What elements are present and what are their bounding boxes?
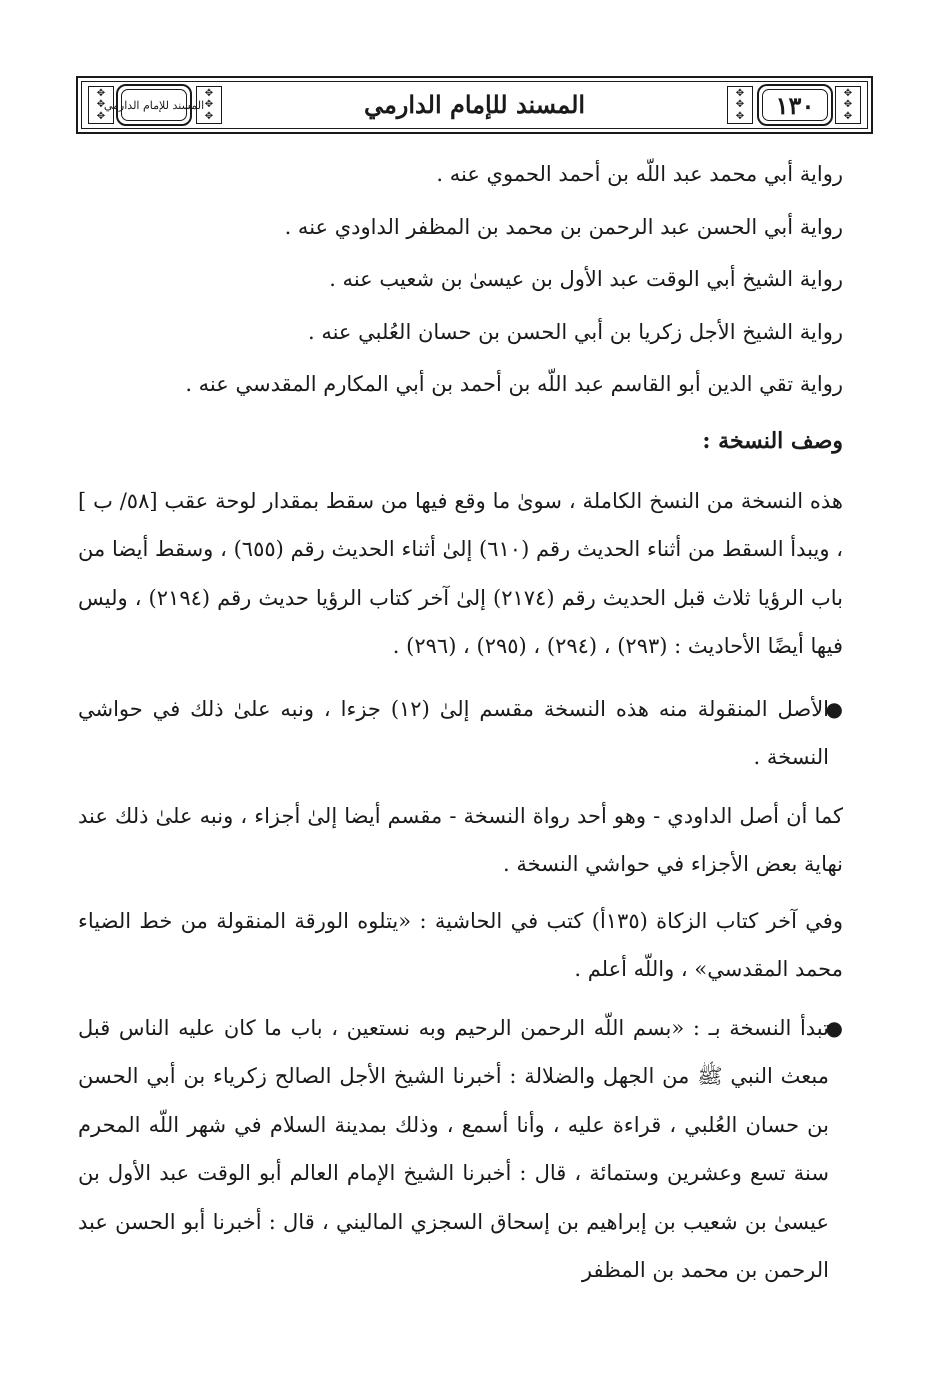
seal-text: المسند للإمام الدارمي: [103, 98, 205, 112]
manuscript-description-paragraph: [78, 477, 843, 671]
page-number: ١٣٠: [775, 90, 815, 120]
section-heading: وصف النسخة :: [702, 427, 843, 454]
page-body: [78, 148, 843, 1295]
ornament-icon: ✥ ✥ ✥: [196, 86, 222, 124]
paragraph-text: تبدأ النسخة بـ : «بسم اللّه الرحمن الرحيم وبه نستعين ، باب ما كان عليه الناس قبل مبعث النبي ﷺ من الجهل والضلالة : أخبرنا الشيخ الأجل الصالح زكرياء بن أبي الحسن بن حسان العُلبي ، قراءة عليه ، وأنا أسمع ، وذلك بمدينة السلام في شهر اللّه المحرم سنة تسع وعشرين وستمائة ، قال : أخبرنا الشيخ الإمام العالم أبو الوقت عبد الأول بن عيسىٰ بن شعيب بن إبراهيم بن إسحاق السجزي الماليني ، قال : أخبرنا أبو الحسن عبد الرحمن بن محمد بن المظفر: [78, 1015, 829, 1282]
paragraph-text: وفي آخر كتاب الزكاة (١٣٥أ) كتب في الحاشية : «يتلوه الورقة المنقولة من خط الضياء محمد المقدسي» ، واللّه أعلم .: [78, 908, 843, 981]
bullet-paragraph: [78, 1004, 843, 1295]
ornament-icon: ✥ ✥ ✥: [835, 86, 861, 124]
paragraph-text: كما أن أصل الداودي - وهو أحد رواة النسخة - مقسم أيضا إلىٰ أجزاء ، ونبه علىٰ ذلك عند نهاية بعض الأجزاء في حواشي النسخة .: [78, 803, 843, 876]
narration-line: رواية أبي محمد عبد اللّه بن أحمد الحموي عنه .: [436, 162, 843, 186]
ornament-icon: ✥ ✥ ✥: [727, 86, 753, 124]
narration-line: رواية الشيخ أبي الوقت عبد الأول بن عيسىٰ بن شعيب عنه .: [329, 267, 843, 291]
running-title: المسند للإمام الدارمي: [363, 90, 586, 119]
bullet-paragraph: [78, 685, 843, 782]
page-header: [76, 76, 873, 134]
body-paragraph: [78, 897, 843, 994]
body-paragraph: [78, 792, 843, 889]
narration-line: رواية تقي الدين أبو القاسم عبد اللّه بن أحمد بن أبي المكارم المقدسي عنه .: [185, 372, 843, 396]
narration-line: رواية أبي الحسن عبد الرحمن بن محمد بن المظفر الداودي عنه .: [284, 214, 843, 239]
paragraph-text: الأصل المنقولة منه هذه النسخة مقسم إلىٰ (١٢) جزءا ، ونبه علىٰ ذلك في حواشي النسخة .: [78, 696, 830, 769]
bullet-icon: ●: [825, 696, 843, 721]
narration-line: رواية الشيخ الأجل زكريا بن أبي الحسن بن حسان العُلبي عنه .: [307, 319, 843, 344]
ornament-icon: ✥ ✥ ✥: [88, 86, 114, 124]
page-number-medallion: [757, 84, 833, 126]
paragraph-text: هذه النسخة من النسخ الكاملة ، سوىٰ ما وقع فيها من سقط بمقدار لوحة عقب [٥٨/ ب ] ، ويبدأ السقط من أثناء الحديث رقم (٦١٠) إلىٰ أثناء الحديث رقم (٦٥٥) ، وسقط أيضا من باب الرؤيا ثلاث قبل الحديث رقم (٢١٧٤) إلىٰ آخر كتاب الرؤيا حديث رقم (٢١٩٤) ، وليس فيها أيضًا الأحاديث : (٢٩٣) ، (٢٩٤) ، (٢٩٥) ، (٢٩٦) .: [78, 488, 844, 658]
bullet-icon: ●: [825, 1015, 843, 1040]
